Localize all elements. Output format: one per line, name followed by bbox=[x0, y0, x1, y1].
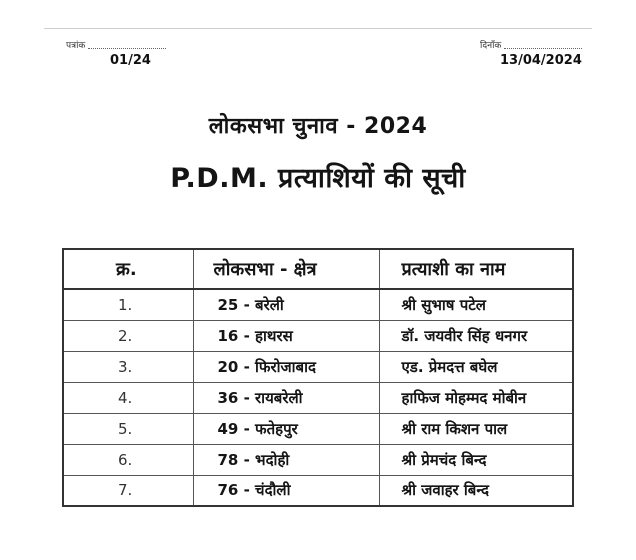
row-candidate: श्री प्रेमचंद बिन्द bbox=[379, 444, 573, 475]
candidate-table bbox=[62, 248, 574, 507]
row-candidate: श्री राम किशन पाल bbox=[379, 413, 573, 444]
table-row bbox=[63, 475, 573, 506]
table-row bbox=[63, 351, 573, 382]
row-serial: 1. bbox=[63, 289, 193, 320]
row-serial: 4. bbox=[63, 382, 193, 413]
row-constituency: 25 - बरेली bbox=[193, 289, 379, 320]
row-constituency: 49 - फतेहपुर bbox=[193, 413, 379, 444]
row-constituency: 16 - हाथरस bbox=[193, 320, 379, 351]
table-row bbox=[63, 413, 573, 444]
column-header-candidate: प्रत्याशी का नाम bbox=[379, 249, 573, 289]
letterhead-line bbox=[44, 28, 592, 29]
column-header-constituency: लोकसभा - क्षेत्र bbox=[193, 249, 379, 289]
reference-field bbox=[66, 38, 166, 51]
row-constituency: 78 - भदोही bbox=[193, 444, 379, 475]
row-serial: 2. bbox=[63, 320, 193, 351]
reference-label: पत्रांक bbox=[66, 41, 166, 51]
row-constituency: 36 - रायबरेली bbox=[193, 382, 379, 413]
row-candidate: श्री सुभाष पटेल bbox=[379, 289, 573, 320]
column-header-serial: क्र. bbox=[63, 249, 193, 289]
row-candidate: श्री जवाहर बिन्द bbox=[379, 475, 573, 506]
row-candidate: एड. प्रेमदत्त बघेल bbox=[379, 351, 573, 382]
table-row bbox=[63, 289, 573, 320]
row-constituency: 20 - फिरोजाबाद bbox=[193, 351, 379, 382]
table-row bbox=[63, 444, 573, 475]
row-candidate: हाफिज मोहम्मद मोबीन bbox=[379, 382, 573, 413]
candidate-table-container bbox=[62, 248, 574, 507]
table-row bbox=[63, 382, 573, 413]
date-value: 13/04/2024 bbox=[500, 53, 582, 68]
table-row bbox=[63, 320, 573, 351]
table-header-row bbox=[63, 249, 573, 289]
row-serial: 5. bbox=[63, 413, 193, 444]
document-title: लोकसभा चुनाव - 2024 bbox=[208, 114, 428, 139]
reference-number: 01/24 bbox=[110, 53, 151, 68]
row-serial: 7. bbox=[63, 475, 193, 506]
row-constituency: 76 - चंदौली bbox=[193, 475, 379, 506]
date-label: दिनाँक bbox=[480, 41, 582, 51]
row-serial: 3. bbox=[63, 351, 193, 382]
row-candidate: डॉ. जयवीर सिंह धनगर bbox=[379, 320, 573, 351]
date-field bbox=[480, 38, 582, 51]
row-serial: 6. bbox=[63, 444, 193, 475]
document-subtitle: P.D.M. प्रत्याशियों की सूची bbox=[170, 163, 466, 194]
